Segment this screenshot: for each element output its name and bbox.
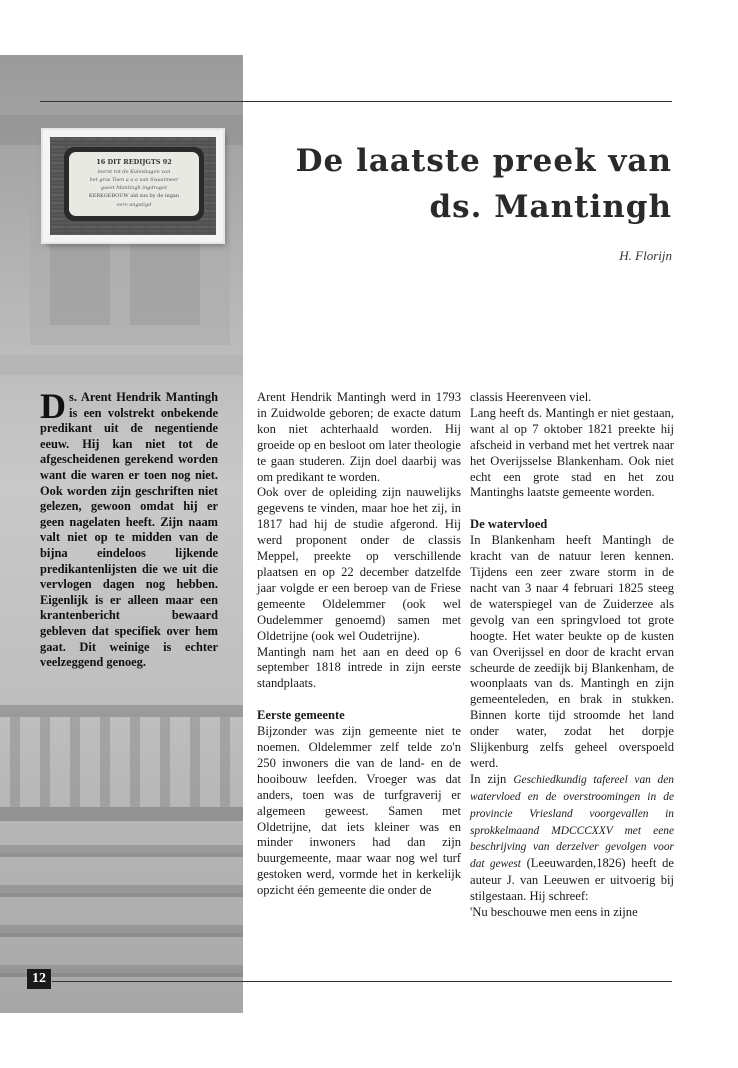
title-line-2: ds. Mantingh — [429, 189, 672, 225]
plaque-text-line2: leerst tot de Kulesbagen van — [97, 169, 171, 175]
body-paragraph: Arent Hendrik Mantingh werd in 1793 in Zuidwolde geboren; de exacte datum kon niet achterhaald worden. Hij groeide op en besloot om later theologie te gaan studeren. Zijn doel daarbij was om predikant te worden. — [257, 390, 461, 484]
book-title: Geschiedkundig tafereel van den watervloed en de overstroomingen in de provincie Vriesland voorgevallen in sprokkelmaand MDCCCXXV met eene beschrijving van derzelver gevolgen voor dat gewest — [470, 773, 674, 871]
section-heading-eerste-gemeente: Eerste gemeente — [257, 708, 345, 723]
article-title — [292, 138, 672, 230]
body-paragraph: Ook over de opleiding zijn nauwelijks gegevens te vinden, maar hoe het zij, in 1817 had hij de studie afgerond. Hij werd proponent onder de classis Meppel, preekte op verschillende plaatsen en op 22 december datzelfde jaar volgde er een beroep van de Friese gemeente Oldelemmer (ook wel Oudelemmer genoemd) samen met Oldetrijne (ook wel Oudetrijne). — [257, 485, 461, 643]
body-paragraph: 'Nu beschouwe men eens in zijne — [470, 905, 638, 920]
citation-prefix: In zijn — [470, 771, 514, 786]
intro-text: s. Arent Hendrik Mantingh is een volstrekt onbekende predikant uit de negentiende eeuw. Hij kan niet tot de afgescheidenen gerekend worden want die waren er toen nog niet. Ook worden zijn geschriften niet gelezen, gewoon omdat hij er geen nagelaten heeft. Zijn naam valt niet op te midden van de bijna eindeloos lijkende predikantenlijsten die we uit die vervlogen dagen nog hebben. Eigenlijk is er alleen maar een krantenbericht bewaard gebleven dat specifiek over hem gaat. Dit weinige is echter veelzeggend genoeg. — [40, 390, 218, 670]
plaque-text-line6: verv angstigd — [116, 202, 152, 208]
text-column-2 — [257, 390, 461, 899]
body-paragraph: Lang heeft ds. Mantingh er niet gestaan, want al op 7 oktober 1821 preekte hij afscheid in verband met het vertrek naar het Overijsselse Blankenham. Ook niet echt een grote stad en het zou Mantinghs laatste gemeente worden. — [470, 405, 674, 500]
top-divider — [40, 101, 672, 102]
plaque-text-line4: gaest Mantingh ingdraget — [100, 185, 168, 191]
text-column-3 — [470, 390, 674, 921]
plaque-text-line3: het gras Taen a a a van Swaaimeer — [89, 177, 179, 183]
memorial-plaque-image — [50, 137, 216, 235]
plaque-photo — [43, 130, 223, 242]
citation-suffix: (Leeuwarden,1826) heeft de auteur J. van Leeuwen er uitvoerig bij stilgestaan. Hij schreef: — [470, 856, 674, 904]
body-paragraph-citation — [470, 772, 674, 905]
plaque-text-line1: 16 DIT REDIJGTS 92 — [96, 158, 172, 166]
bottom-divider — [52, 981, 672, 982]
body-paragraph: classis Heerenveen viel. — [470, 390, 592, 404]
author-name: H. Florijn — [619, 248, 672, 263]
drop-cap: D — [40, 386, 66, 426]
section-heading-de-watervloed: De watervloed — [470, 517, 548, 532]
plaque-text-line5: KERKGEBOUW ald sus by de ingan — [88, 193, 180, 199]
title-line-1: De laatste preek van — [295, 143, 672, 179]
page-number: 12 — [27, 969, 51, 989]
intro-paragraph — [40, 386, 218, 671]
body-paragraph: Mantingh nam het aan en deed op 6 september 1818 intrede in zijn eerste standplaats. — [257, 644, 461, 691]
body-paragraph: In Blankenham heeft Mantingh de kracht van de natuur leren kennen. Tijdens een zeer zware storm in de nacht van 3 naar 4 februari 1825 steeg de waterspiegel van de Zuiderzee als gevolg van een springvloed tot grote hoogte. Het water beukte op de kusten van Overijssel en door de kracht ervan scheurde de zeedijk bij Blankenham, de woonplaats van ds. Mantingh en zijn gemeenteleden, en brak in stukken. Binnen korte tijd stroomde het land onder water, zodat het dorpje Slijkenburg zelfs geheel overspoeld werd. — [470, 533, 674, 770]
body-paragraph: Bijzonder was zijn gemeente niet te noemen. Oldelemmer zelf telde zo'n 250 inwoners die van de land- en de hooibouw leefden. Vroeger was dat anders, toen was de turfgraverij er algemeen geweest. Samen met Oldetrijne, dat iets kleiner was en minder inwoners had dan zijn buurgemeente, maar waar nog wel turf gestoken werd, vormde het in kerkelijk opzicht één gemeente die onder de — [257, 724, 461, 898]
